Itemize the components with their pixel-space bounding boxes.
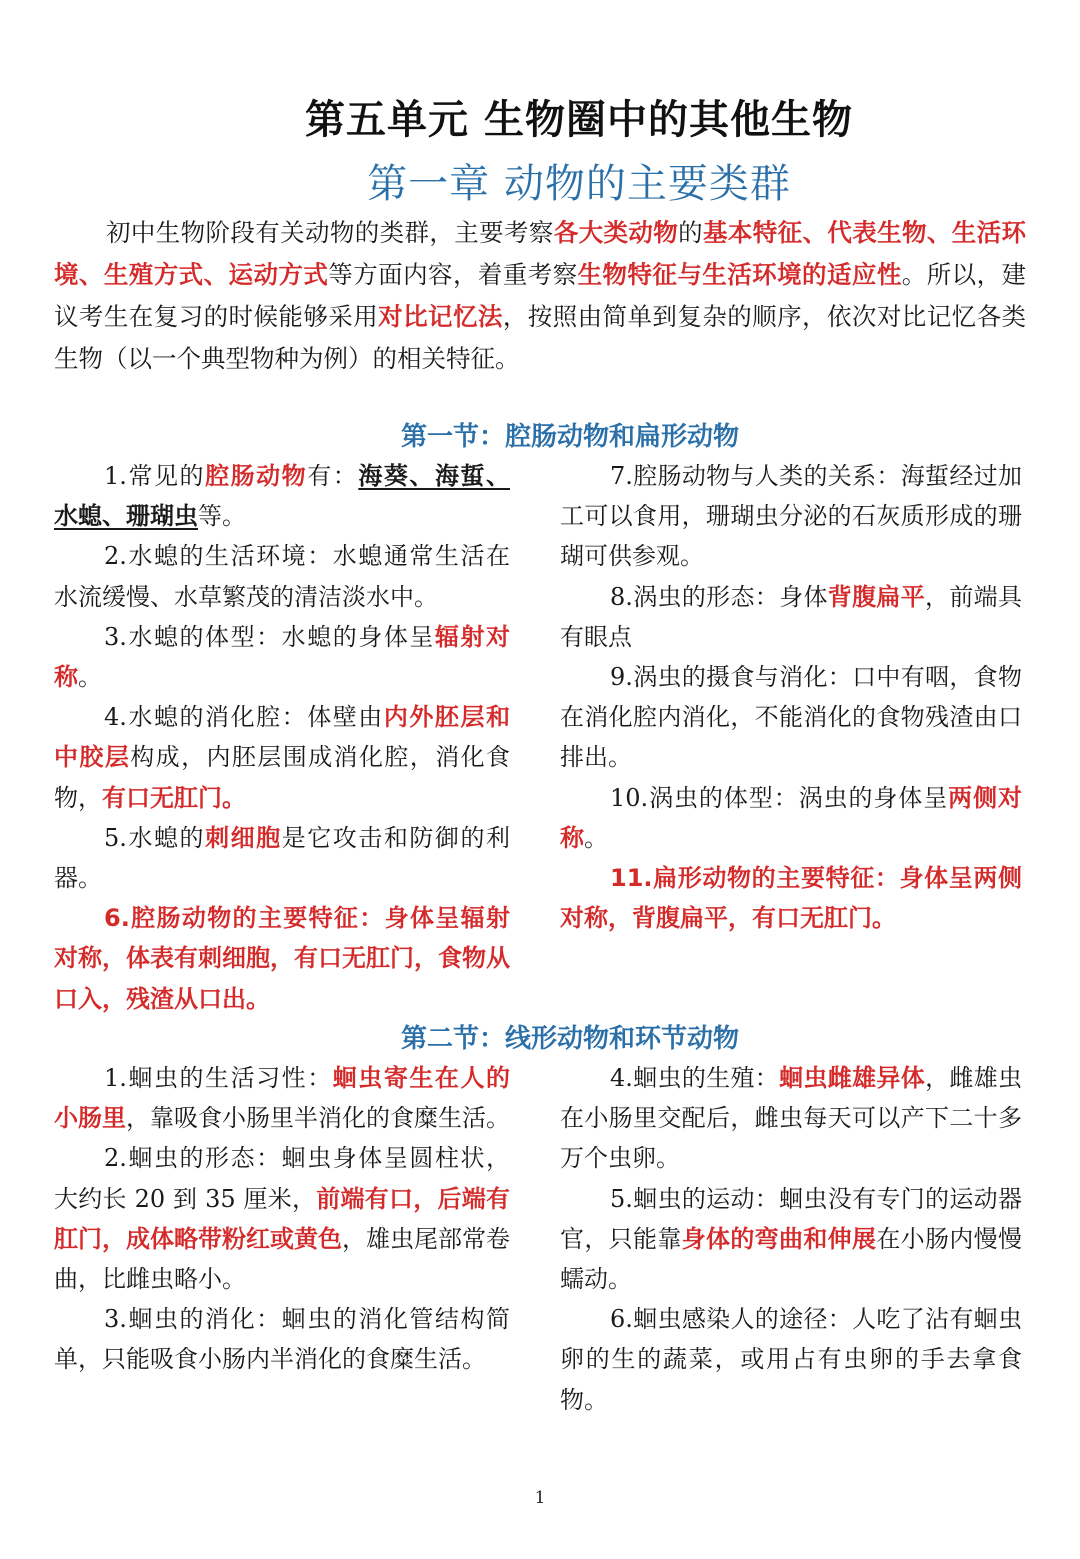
unit-title: 第五单元 生物圈中的其他生物: [305, 97, 853, 143]
item-text: 1.蛔虫的生活习性：: [104, 1064, 333, 1092]
s1-item-5: [54, 818, 510, 898]
s1-item-6: [54, 898, 510, 1019]
s2-item-4: [560, 1058, 1022, 1179]
item-highlight: 背腹扁平: [827, 582, 926, 611]
s2-item-5: [560, 1179, 1022, 1300]
item-text: ，前端具有眼点: [560, 582, 1023, 651]
s2-item-1: [54, 1058, 510, 1138]
intro-text: ，按照由简单到复杂的顺序，依次对比记忆各类生物（以一个典型物种为例）的相关特征。: [54, 302, 1027, 373]
item-highlight: 身体的弯曲和伸展: [681, 1224, 877, 1253]
item-text: ，靠吸食小肠里半消化的食糜生活。: [126, 1104, 510, 1133]
section-1-title: 第一节：腔肠动物和扁形动物: [400, 422, 739, 452]
s1-item-11: [560, 858, 1022, 938]
item-highlight: 腔肠动物的主要特征：身体呈辐射对称，体表有刺细胞，有口无肛门，食物从口入，残渣从口出。: [54, 904, 510, 1013]
s1-item-7: 7.腔肠动物与人类的关系：海蜇经过加工可以食用，珊瑚虫分泌的石灰质形成的珊瑚可供参观。: [560, 462, 1022, 571]
item-text: 构成，内胚层围成消化腔，消化食物，: [54, 743, 511, 812]
chapter-title: 第一章 动物的主要类群: [367, 161, 791, 207]
item-highlight: 内外胚层和中胶层: [54, 703, 511, 772]
item-highlight: 两侧对称: [560, 783, 1022, 852]
intro-text: 等方面内容，着重考察: [328, 260, 578, 289]
s2-item-2: [54, 1138, 510, 1299]
item-text: 4.蛔虫的生殖：: [610, 1064, 780, 1092]
item-text: 。: [78, 663, 102, 692]
item-text: 4.水螅的消化腔：体壁由: [104, 703, 384, 732]
item-text: 5.水螅的: [104, 823, 206, 852]
item-underlined: 海葵、海蜇、水螅、珊瑚虫: [54, 462, 511, 531]
s1-item-9: 9.涡虫的摄食与消化：口中有咽，食物在消化腔内消化，不能消化的食物残渣由口排出。: [560, 663, 1022, 772]
section-1-right-column: [560, 456, 1022, 938]
page-number: 1: [534, 1488, 546, 1508]
item-highlight: 扁形动物的主要特征：身体呈两侧对称，背腹扁平，有口无肛门。: [560, 864, 1022, 933]
intro-highlight: 基本特征、代表生物、生活环境、生殖方式、运动方式: [54, 218, 1026, 289]
item-text: 1.常见的: [104, 462, 206, 490]
item-text: 等。: [198, 502, 246, 531]
s1-item-2: 2.水螅的生活环境：水螅通常生活在水流缓慢、水草繁茂的清洁淡水中。: [54, 542, 510, 611]
section-2-title: 第二节：线形动物和环节动物: [400, 1024, 739, 1054]
item-text: ，雌雄虫在小肠里交配后，雌虫每天可以产下二十多万个虫卵。: [560, 1064, 1023, 1173]
item-text: 是它攻击和防御的利器。: [54, 823, 511, 893]
item-text: 有：: [307, 462, 359, 490]
item-text: 5.蛔虫的运动：蛔虫没有专门的运动器官，只能靠: [560, 1184, 1022, 1253]
section-2-right-column: [560, 1058, 1022, 1420]
item-highlight: 前端有口，后端有肛门，成体略带粉红或黄色: [54, 1184, 511, 1253]
item-highlight: 辐射对称: [54, 622, 511, 692]
s2-item-3: 3.蛔虫的消化：蛔虫的消化管结构简单，只能吸食小肠内半消化的食糜生活。: [54, 1305, 510, 1374]
item-text: 3.水螅的体型：水螅的身体呈: [104, 622, 435, 651]
item-text: ，雄虫尾部常卷曲，比雌虫略小。: [54, 1224, 510, 1294]
intro-text: 初中生物阶段有关动物的类群，主要考察: [106, 218, 554, 247]
s1-item-3: [54, 617, 510, 697]
item-text: 8.涡虫的形态：身体: [610, 582, 828, 611]
item-highlight: 有口无肛门。: [102, 783, 246, 812]
item-text: 2.蛔虫的形态：蛔虫身体呈圆柱状，大约长 20 到 35 厘米，: [54, 1144, 510, 1213]
section-2-left-column: [54, 1058, 510, 1380]
intro-highlight: 生物特征与生活环境的适应性: [577, 260, 902, 289]
item-text: 10.涡虫的体型：涡虫的身体呈: [610, 783, 949, 812]
intro-text: 的: [678, 218, 703, 247]
intro-paragraph: [54, 212, 1026, 380]
s2-item-6: 6.蛔虫感染人的途径：人吃了沾有蛔虫卵的生的蔬菜，或用占有虫卵的手去拿食物。: [560, 1305, 1022, 1414]
s1-item-1: [54, 456, 510, 536]
item-text: 11.: [610, 864, 653, 893]
item-highlight: 蛔虫雌雄异体: [779, 1064, 926, 1092]
item-highlight: 刺细胞: [205, 823, 282, 852]
intro-highlight: 对比记忆法: [378, 302, 503, 331]
s1-item-10: [560, 778, 1022, 858]
item-highlight: 腔肠动物: [205, 462, 308, 490]
item-highlight: 蛔虫寄生在人的小肠里: [54, 1064, 511, 1133]
item-text: 6.: [104, 904, 130, 933]
item-text: 。: [584, 823, 608, 852]
s1-item-8: [560, 577, 1022, 657]
section-1-left-column: [54, 456, 510, 1019]
intro-highlight: 各大类动物: [553, 218, 679, 247]
intro-text: 。所以，建议考生在复习的时候能够采用: [54, 260, 1027, 331]
item-text: 在小肠内慢慢蠕动。: [560, 1224, 1023, 1294]
s1-item-4: [54, 697, 510, 818]
